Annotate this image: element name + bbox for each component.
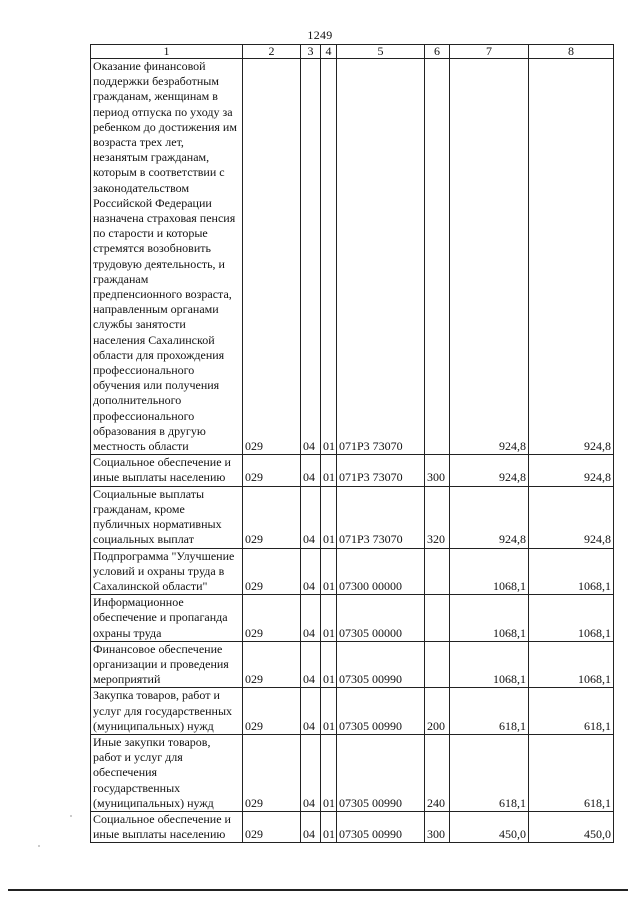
section-code: 04 (301, 811, 321, 842)
table-row (91, 595, 614, 642)
target-article-code: 07305 00990 (337, 641, 425, 688)
table-row (91, 59, 614, 455)
expense-type-code: 300 (425, 811, 450, 842)
expense-type-code (425, 548, 450, 595)
ministry-code: 029 (243, 59, 301, 455)
column-header: 7 (450, 45, 529, 59)
expense-type-code: 300 (425, 455, 450, 486)
page-number: 1249 (307, 28, 333, 42)
section-code: 04 (301, 455, 321, 486)
section-code: 04 (301, 595, 321, 642)
subsection-code: 01 (321, 486, 337, 548)
column-header: 2 (243, 45, 301, 59)
subsection-code: 01 (321, 548, 337, 595)
column-header: 1 (91, 45, 243, 59)
target-article-code: 07305 00990 (337, 811, 425, 842)
column-header: 6 (425, 45, 450, 59)
ministry-code: 029 (243, 734, 301, 811)
amount-col8: 618,1 (529, 688, 614, 735)
ministry-code: 029 (243, 641, 301, 688)
amount-col8: 450,0 (529, 811, 614, 842)
row-name: Информационное обеспечение и пропаганда охраны труда (91, 595, 243, 642)
expense-type-code (425, 59, 450, 455)
ministry-code: 029 (243, 548, 301, 595)
section-code: 04 (301, 688, 321, 735)
ministry-code: 029 (243, 688, 301, 735)
amount-col7: 450,0 (450, 811, 529, 842)
ministry-code: 029 (243, 455, 301, 486)
table-row (91, 811, 614, 842)
row-name: Подпрограмма "Улучшение условий и охраны труда в Сахалинской области" (91, 548, 243, 595)
row-name: Социальные выплаты гражданам, кроме публичных нормативных социальных выплат (91, 486, 243, 548)
amount-col8: 924,8 (529, 59, 614, 455)
scan-speck (38, 845, 40, 847)
header-row (91, 45, 614, 59)
expense-type-code: 320 (425, 486, 450, 548)
row-name: Закупка товаров, работ и услуг для государственных (муниципальных) нужд (91, 688, 243, 735)
target-article-code: 071P3 73070 (337, 455, 425, 486)
ministry-code: 029 (243, 486, 301, 548)
amount-col8: 924,8 (529, 455, 614, 486)
expense-type-code (425, 641, 450, 688)
amount-col7: 1068,1 (450, 548, 529, 595)
amount-col8: 1068,1 (529, 548, 614, 595)
amount-col8: 618,1 (529, 734, 614, 811)
amount-col7: 924,8 (450, 486, 529, 548)
row-name: Социальное обеспечение и иные выплаты населению (91, 811, 243, 842)
table-row (91, 688, 614, 735)
target-article-code: 071P3 73070 (337, 59, 425, 455)
row-name: Финансовое обеспечение организации и проведения мероприятий (91, 641, 243, 688)
target-article-code: 07305 00000 (337, 595, 425, 642)
amount-col7: 618,1 (450, 688, 529, 735)
column-header: 8 (529, 45, 614, 59)
table-row (91, 641, 614, 688)
amount-col7: 1068,1 (450, 641, 529, 688)
section-code: 04 (301, 641, 321, 688)
amount-col7: 618,1 (450, 734, 529, 811)
ministry-code: 029 (243, 595, 301, 642)
expense-type-code: 200 (425, 688, 450, 735)
expense-type-code: 240 (425, 734, 450, 811)
row-name: Социальное обеспечение и иные выплаты населению (91, 455, 243, 486)
target-article-code: 07300 00000 (337, 548, 425, 595)
section-code: 04 (301, 734, 321, 811)
table-row (91, 486, 614, 548)
scan-speck (70, 815, 72, 817)
section-code: 04 (301, 59, 321, 455)
row-name: Оказание финансовой поддержки безработным гражданам, женщинам в период отпуска по уходу за ребенком до достижения им возраста трех лет, незанятым гражданам, которым в соответствии с законодательством Российской Федерации назначена страховая пенсия по старости и которые стремятся возобновить трудовую деятельность, и гражданам предпенсионного возраста, направленным органами службы занятости населения Сахалинской области для прохождения профессионального обучения или получения дополнительного профессионального образования в другую местность области (91, 59, 243, 455)
subsection-code: 01 (321, 595, 337, 642)
section-code: 04 (301, 548, 321, 595)
scan-bottom-rule (8, 889, 628, 891)
amount-col7: 924,8 (450, 455, 529, 486)
target-article-code: 07305 00990 (337, 734, 425, 811)
table-row (91, 455, 614, 486)
subsection-code: 01 (321, 688, 337, 735)
budget-table (90, 44, 614, 843)
column-header: 3 (301, 45, 321, 59)
subsection-code: 01 (321, 59, 337, 455)
subsection-code: 01 (321, 734, 337, 811)
amount-col8: 924,8 (529, 486, 614, 548)
row-name: Иные закупки товаров, работ и услуг для обеспечения государственных (муниципальных) нужд (91, 734, 243, 811)
expense-type-code (425, 595, 450, 642)
column-header: 5 (337, 45, 425, 59)
subsection-code: 01 (321, 811, 337, 842)
target-article-code: 071P3 73070 (337, 486, 425, 548)
subsection-code: 01 (321, 641, 337, 688)
table-row (91, 734, 614, 811)
target-article-code: 07305 00990 (337, 688, 425, 735)
table-row (91, 548, 614, 595)
section-code: 04 (301, 486, 321, 548)
amount-col8: 1068,1 (529, 595, 614, 642)
amount-col7: 924,8 (450, 59, 529, 455)
amount-col8: 1068,1 (529, 641, 614, 688)
amount-col7: 1068,1 (450, 595, 529, 642)
column-header: 4 (321, 45, 337, 59)
ministry-code: 029 (243, 811, 301, 842)
subsection-code: 01 (321, 455, 337, 486)
